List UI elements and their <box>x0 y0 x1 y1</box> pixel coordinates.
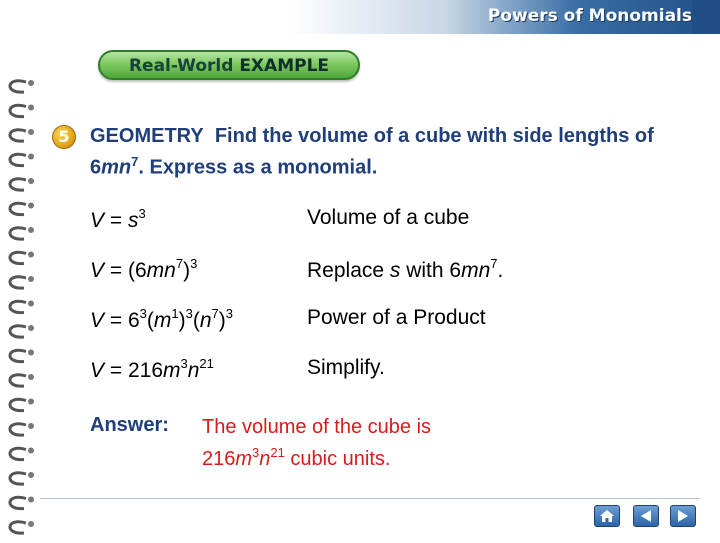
spiral-ring <box>10 326 26 337</box>
spiral-ring <box>10 252 26 263</box>
spiral-ring <box>10 350 26 361</box>
spiral-hole <box>28 154 34 160</box>
spiral-ring <box>10 375 26 386</box>
spiral-hole <box>28 325 34 331</box>
spiral-ring <box>10 473 26 484</box>
back-arrow-icon <box>637 508 655 524</box>
spiral-hole <box>28 399 34 405</box>
step-3-expression: $V = 6^3(m^1)^3(n^7)^3$ <box>90 306 233 332</box>
top-banner-tab <box>692 0 720 34</box>
step-1-expression: $V = s^3$ <box>90 206 146 232</box>
spiral-hole <box>28 497 34 503</box>
badge-label-real-world: Real-World <box>128 56 234 76</box>
back-button[interactable] <box>633 505 659 527</box>
spiral-hole <box>28 472 34 478</box>
spiral-ring <box>10 81 26 92</box>
spiral-hole <box>28 521 34 527</box>
problem-statement <box>90 123 670 181</box>
spiral-rings-icon <box>4 78 40 538</box>
answer-text <box>202 414 622 472</box>
answer-line-1: The volume of the cube is <box>202 416 432 438</box>
spiral-ring <box>10 277 26 288</box>
spiral-ring <box>10 448 26 459</box>
spiral-hole <box>28 276 34 282</box>
spiral-hole <box>28 350 34 356</box>
spiral-hole <box>28 178 34 184</box>
step-3-reason: Power of a Product <box>307 306 486 329</box>
step-2-reason: Replace s with $6mn^7$. <box>307 256 504 282</box>
problem-topic: GEOMETRY <box>90 125 204 147</box>
spiral-ring <box>10 105 26 116</box>
step-4-expression: $V = 216m^3n^{21}$ <box>90 356 214 382</box>
spiral-hole <box>28 374 34 380</box>
spiral-hole <box>28 423 34 429</box>
step-1-reason: Volume of a cube <box>307 206 470 229</box>
spiral-ring <box>10 228 26 239</box>
spiral-ring <box>10 203 26 214</box>
page-title: Powers of Monomials <box>487 6 692 26</box>
badge-label-example: EXAMPLE <box>239 56 330 76</box>
footer-divider <box>40 498 700 499</box>
spiral-hole <box>28 301 34 307</box>
home-button[interactable] <box>594 505 620 527</box>
problem-variable: mn <box>101 156 132 179</box>
spiral-ring <box>10 399 26 410</box>
forward-button[interactable] <box>670 505 696 527</box>
spiral-ring <box>10 154 26 165</box>
answer-line-2: $216m^3n^{21}$ cubic units. <box>202 445 391 470</box>
spiral-ring <box>10 179 26 190</box>
spiral-hole <box>28 448 34 454</box>
step-4-reason: Simplify. <box>307 356 385 379</box>
spiral-ring <box>10 130 26 141</box>
spiral-hole <box>28 227 34 233</box>
problem-prompt-b: . Express as a monomial. <box>138 156 378 179</box>
spiral-hole <box>28 105 34 111</box>
spiral-hole <box>28 203 34 209</box>
answer-label: Answer: <box>90 414 169 436</box>
spiral-hole <box>28 252 34 258</box>
spiral-ring <box>10 301 26 312</box>
forward-arrow-icon <box>674 508 692 524</box>
real-world-example-badge <box>98 50 360 80</box>
spiral-hole <box>28 129 34 135</box>
spiral-hole <box>28 80 34 86</box>
home-icon <box>598 508 616 524</box>
example-number-badge: 5 <box>52 125 76 149</box>
problem-prompt-a: Find the volume of a cube with side lengths of 6 <box>90 125 654 179</box>
spiral-ring <box>10 522 26 533</box>
problem-exponent: 7 <box>131 154 139 169</box>
spiral-binding <box>4 78 40 538</box>
spiral-ring <box>10 497 26 508</box>
step-2-expression: $V = (6mn^7)^3$ <box>90 256 198 282</box>
spiral-ring <box>10 424 26 435</box>
